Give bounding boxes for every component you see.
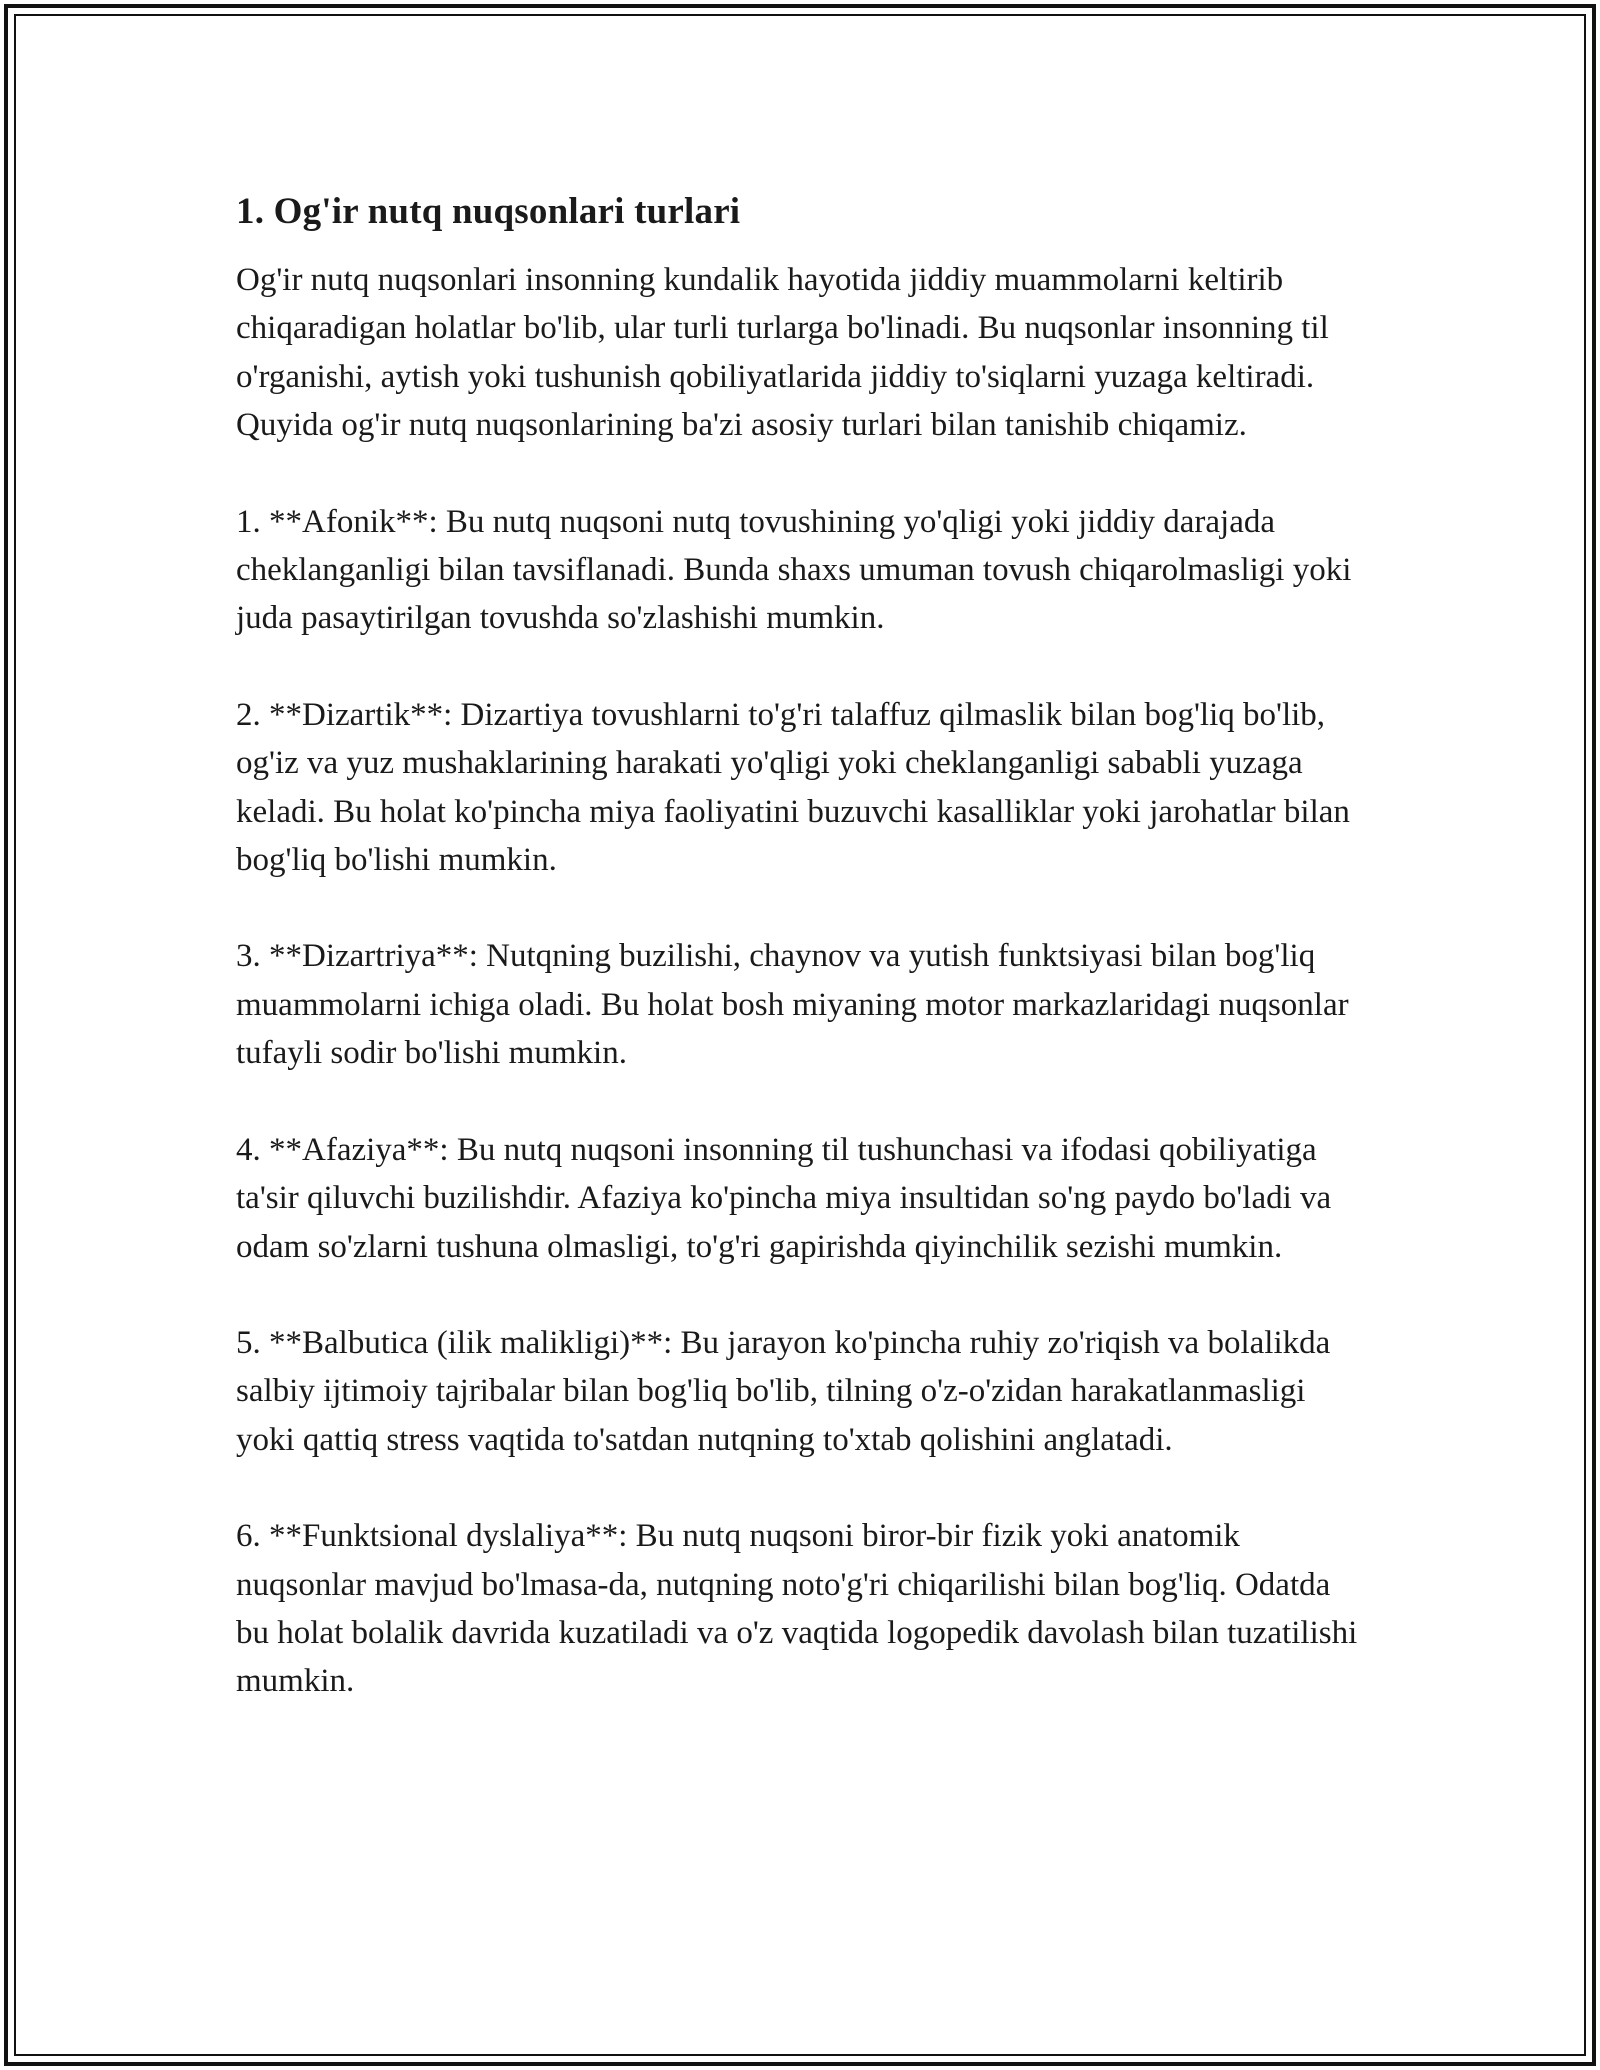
- list-item-funktsional-dyslaliya: 6. **Funktsional dyslaliya**: Bu nutq nuqsoni biror-bir fizik yoki anatomik nuqsonlar mavjud bo'lmasa-da, nutqning noto'g'ri chiqarilishi bilan bog'liq. Odatda bu holat bolalik davrida kuzatiladi va o'z vaqtida logopedik davolash bilan tuzatilishi mumkin.: [236, 1518, 1358, 1700]
- section-heading: 1. Og'ir nutq nuqsonlari turlari: [236, 191, 741, 232]
- list-item-afaziya: 4. **Afaziya**: Bu nutq nuqsoni insonning til tushunchasi va ifodasi qobiliyatiga ta'sir qiluvchi buzilishdir. Afaziya ko'pincha miya insultidan so'ng paydo bo'ladi va odam so'zlarni tushuna olmasligi, to'g'ri gapirishda qiyinchilik sezishi mumkin.: [236, 1131, 1332, 1265]
- list-item-dizartriya: 3. **Dizartriya**: Nutqning buzilishi, chaynov va yutish funktsiyasi bilan bog'liq muammolarni ichiga oladi. Bu holat bosh miyaning motor markazlaridagi nuqsonlar tufayli sodir bo'lishi mumkin.: [236, 938, 1349, 1072]
- list-item-dizartik: 2. **Dizartik**: Dizartiya tovushlarni to'g'ri talaffuz qilmaslik bilan bog'liq bo'lib, og'iz va yuz mushaklarining harakati yo'qligi yoki cheklanganligi sababli yuzaga keladi. Bu holat ko'pincha miya faoliyatini buzuvchi kasalliklar yoki jarohatlar bilan bog'liq bo'lishi mumkin.: [236, 696, 1350, 879]
- list-item-balbutica: 5. **Balbutica (ilik malikligi)**: Bu jarayon ko'pincha ruhiy zo'riqish va bolalikda salbiy ijtimoiy tajribalar bilan bog'liq bo'lib, tilning o'z-o'zidan harakatlanmasligi yoki qattiq stress vaqtida to'satdan nutqning to'xtab qolishini anglatadi.: [236, 1324, 1331, 1458]
- intro-paragraph: Og'ir nutq nuqsonlari insonning kundalik hayotida jiddiy muammolarni keltirib chiqaradigan holatlar bo'lib, ular turli turlarga bo'linadi. Bu nuqsonlar insonning til o'rganishi, aytish yoki tushunish qobiliyatlarida jiddiy to'siqlarni yuzaga keltiradi. Quyida og'ir nutq nuqsonlarining ba'zi asosiy turlari bilan tanishib chiqamiz.: [236, 262, 1329, 444]
- document-body: [236, 186, 1366, 1706]
- list-item-afonik: 1. **Afonik**: Bu nutq nuqsoni nutq tovushining yo'qligi yoki jiddiy darajada cheklanganligi bilan tavsiflanadi. Bunda shaxs umuman tovush chiqarolmasligi yoki juda pasaytirilgan tovushda so'zlashishi mumkin.: [236, 503, 1352, 637]
